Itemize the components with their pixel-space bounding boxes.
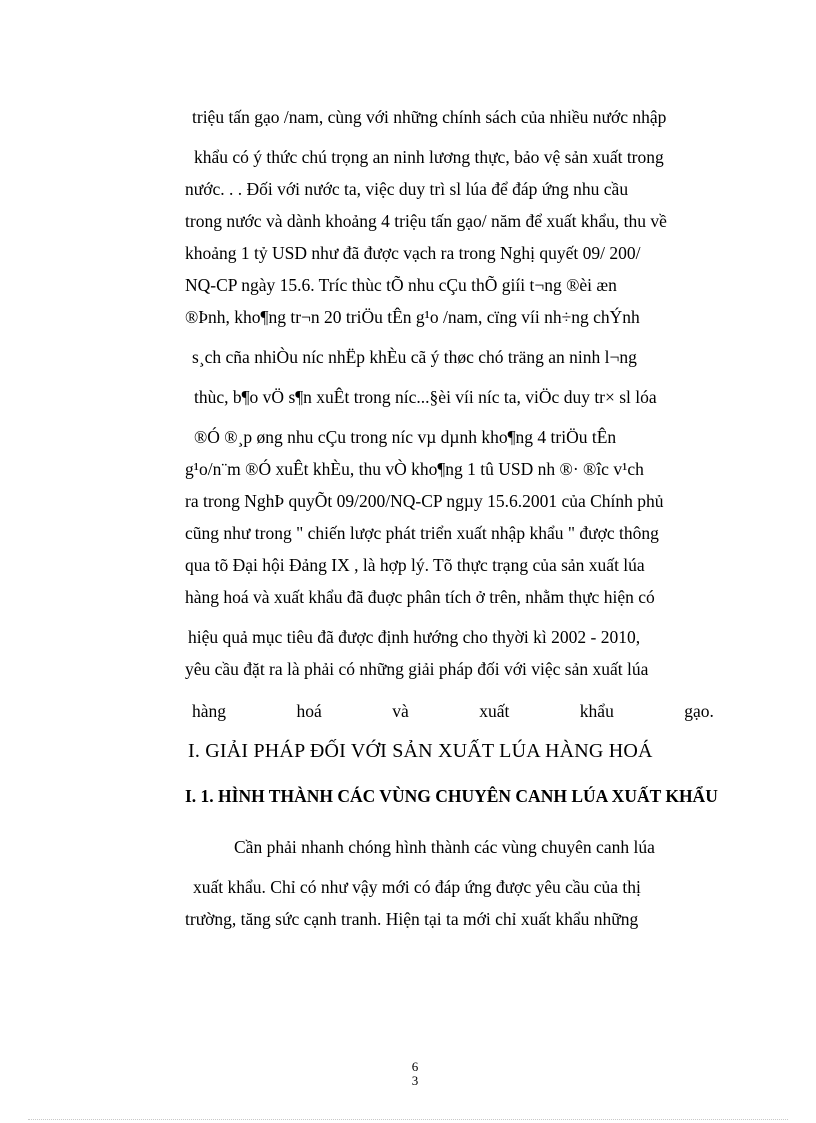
text-line-8: s¸ch cña nhiÒu níc nhËp khÈu cã ý thøc chó träng an ninh l¬ng	[192, 347, 637, 367]
word-6: gạo.	[684, 701, 714, 721]
subsection-heading: I. 1. HÌNH THÀNH CÁC VÙNG CHUYÊN CANH LÚA XUẤT KHẨU	[185, 786, 718, 806]
text-line-11: g¹o/n¨m ®Ó xuÊt khÈu, thu vÒ kho¶ng 1 tû USD nh ®· ®îc v¹ch	[185, 459, 644, 479]
word-4: xuất	[479, 701, 510, 721]
text-line-5: khoảng 1 tỷ USD như đã được vạch ra trong Nghị quyết 09/ 200/	[185, 243, 641, 263]
text-line-1: triệu tấn gạo /nam, cùng với những chính sách của nhiều nước nhập	[192, 107, 667, 127]
text-line-10: ®Ó ®¸p øng nhu cÇu trong níc vµ dµnh kho¶ng 4 triÖu tÊn	[194, 427, 617, 447]
text-line-justified	[192, 700, 714, 722]
text-line-16: hiệu quả mục tiêu đã được định hướng cho thyời kì 2002 - 2010,	[188, 627, 641, 647]
text-line-15: hàng hoá và xuất khẩu đã đuợc phân tích ở trên, nhằm thực hiện có	[185, 587, 655, 607]
text-line-6: NQ-CP ngày 15.6. Tríc thùc tÕ nhu cÇu thÕ giíi t¬ng ®èi æn	[185, 275, 617, 295]
text-line-3: nước. . . Đối với nước ta, việc duy trì sl lúa để đáp ứng nhu cầu	[185, 179, 629, 199]
word-3: và	[392, 701, 409, 721]
page-number-top: 6	[411, 1059, 419, 1074]
text-line-9: thùc, b¶o vÖ s¶n xuÊt trong níc...§èi víi níc ta, viÖc duy tr× sl lóa	[194, 387, 657, 407]
para2-line-3: trường, tăng sức cạnh tranh. Hiện tại ta mới chỉ xuất khẩu những	[185, 909, 639, 929]
para2-line-2: xuất khẩu. Chỉ có như vậy mới có đáp ứng được yêu cầu của thị	[193, 877, 641, 897]
text-line-17: yêu cầu đặt ra là phải có những giải pháp đối với việc sản xuất lúa	[185, 659, 649, 679]
text-line-13: cũng như trong " chiến lược phát triển xuất nhập khẩu " được thông	[185, 523, 659, 543]
page-bottom-rule	[28, 1119, 788, 1120]
word-2: hoá	[296, 701, 322, 721]
word-5: khẩu	[579, 701, 614, 721]
text-line-14: qua tõ Đại hội Đảng IX , là hợp lý. Tõ thực trạng của sản xuất lúa	[185, 555, 645, 575]
word-1: hàng	[192, 701, 227, 721]
page-number-bottom: 3	[411, 1073, 419, 1088]
text-line-4: trong nước và dành khoảng 4 triệu tấn gạo/ năm để xuất khẩu, thu về	[185, 211, 667, 231]
text-line-7: ®Þnh, kho¶ng tr¬n 20 triÖu tÊn g¹o /nam, cïng víi nh÷ng chÝnh	[185, 307, 640, 327]
text-line-2: khẩu có ý thức chú trọng an ninh lương thực, bảo vệ sản xuất trong	[194, 147, 664, 167]
section-heading: I. GIẢI PHÁP ĐỐI VỚI SẢN XUẤT LÚA HÀNG HOÁ	[188, 740, 653, 762]
para2-line-1: Cần phải nhanh chóng hình thành các vùng chuyên canh lúa	[234, 837, 655, 857]
text-line-12: ra trong NghÞ quyÕt 09/200/NQ-CP ngµy 15.6.2001 của Chính phủ	[185, 491, 664, 511]
